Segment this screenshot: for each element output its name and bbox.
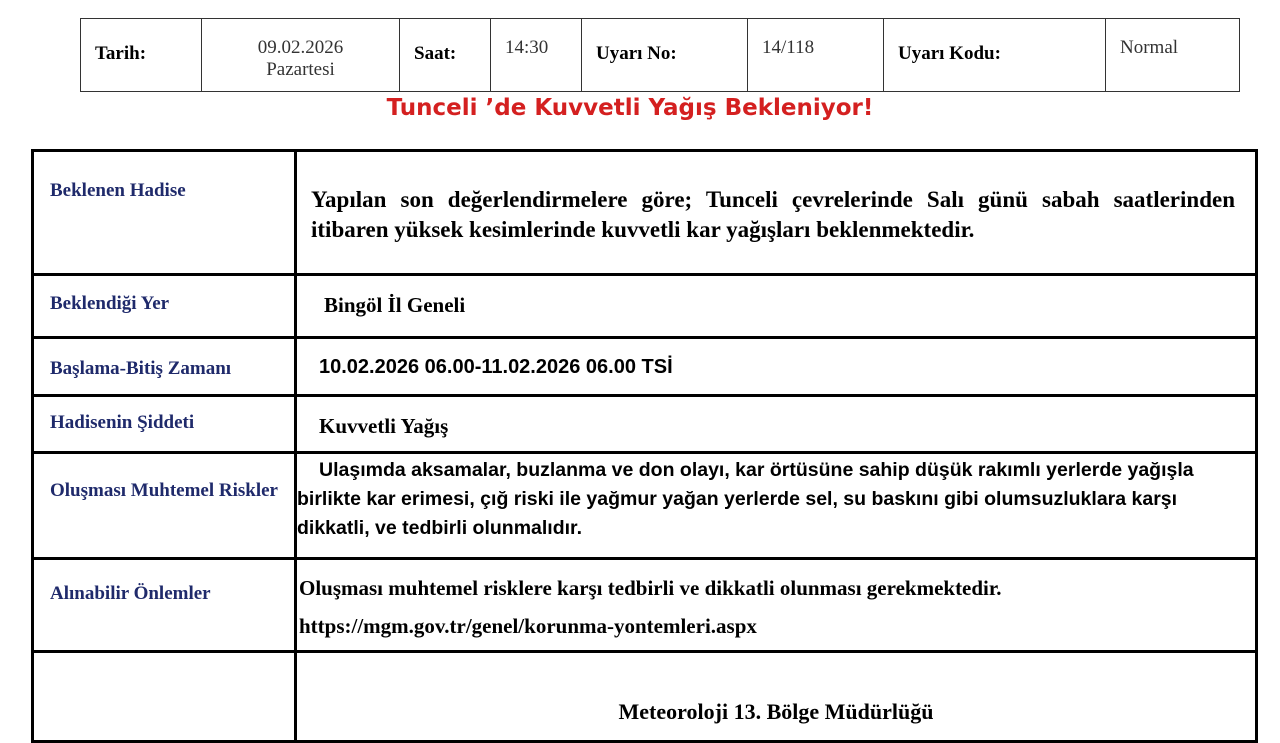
place-text: Bingöl İl Geneli bbox=[296, 275, 1257, 338]
event-text: Yapılan son değerlendirmelere göre; Tunceli çevrelerinde Salı günü sabah saatlerinden itibaren yüksek kesimlerinde kuvvetli kar yağışları beklenmektedir. bbox=[296, 151, 1257, 275]
measures-text: Oluşması muhtemel risklere karşı tedbirli ve dikkatli olunması gerekmektedir. bbox=[299, 576, 1002, 600]
issuer-text: Meteoroloji 13. Bölge Müdürlüğü bbox=[296, 652, 1257, 742]
measures-link[interactable]: https://mgm.gov.tr/genel/korunma-yontemleri.aspx bbox=[299, 614, 757, 638]
time-label: Saat: bbox=[400, 19, 491, 92]
warning-code-value: Normal bbox=[1106, 19, 1240, 92]
warning-no-value: 14/118 bbox=[748, 19, 884, 92]
warning-title: Tunceli ’de Kuvvetli Yağış Bekleniyor! bbox=[386, 95, 874, 121]
date-text: 09.02.2026 bbox=[257, 37, 344, 58]
date-label: Tarih: bbox=[81, 19, 202, 92]
measures-label: Alınabilir Önlemler bbox=[33, 559, 296, 652]
issuer-label bbox=[33, 652, 296, 742]
measures-cell bbox=[296, 559, 1257, 652]
warning-no-label: Uyarı No: bbox=[582, 19, 748, 92]
risks-label: Oluşması Muhtemel Riskler bbox=[33, 453, 296, 559]
warning-header-table bbox=[80, 18, 1240, 92]
severity-label: Hadisenin Şiddeti bbox=[33, 396, 296, 453]
day-text: Pazartesi bbox=[266, 59, 335, 80]
severity-text: Kuvvetli Yağış bbox=[296, 396, 1257, 453]
time-range-label: Başlama-Bitiş Zamanı bbox=[33, 338, 296, 396]
risks-text: Ulaşımda aksamalar, buzlanma ve don olayı, kar örtüsüne sahip düşük rakımlı yerlerde yağışla birlikte kar erimesi, çığ riski ile yağmur yağan yerlerde sel, su baskını gibi olumsuzluklara karşı dikkatli, ve tedbirli olunmalıdır. bbox=[296, 453, 1257, 559]
warning-details-table bbox=[31, 149, 1258, 743]
event-label: Beklenen Hadise bbox=[33, 151, 296, 275]
time-value: 14:30 bbox=[491, 19, 582, 92]
place-label: Beklendiği Yer bbox=[33, 275, 296, 338]
time-range-text: 10.02.2026 06.00-11.02.2026 06.00 TSİ bbox=[296, 338, 1257, 396]
warning-code-label: Uyarı Kodu: bbox=[884, 19, 1106, 92]
date-value bbox=[202, 19, 400, 92]
